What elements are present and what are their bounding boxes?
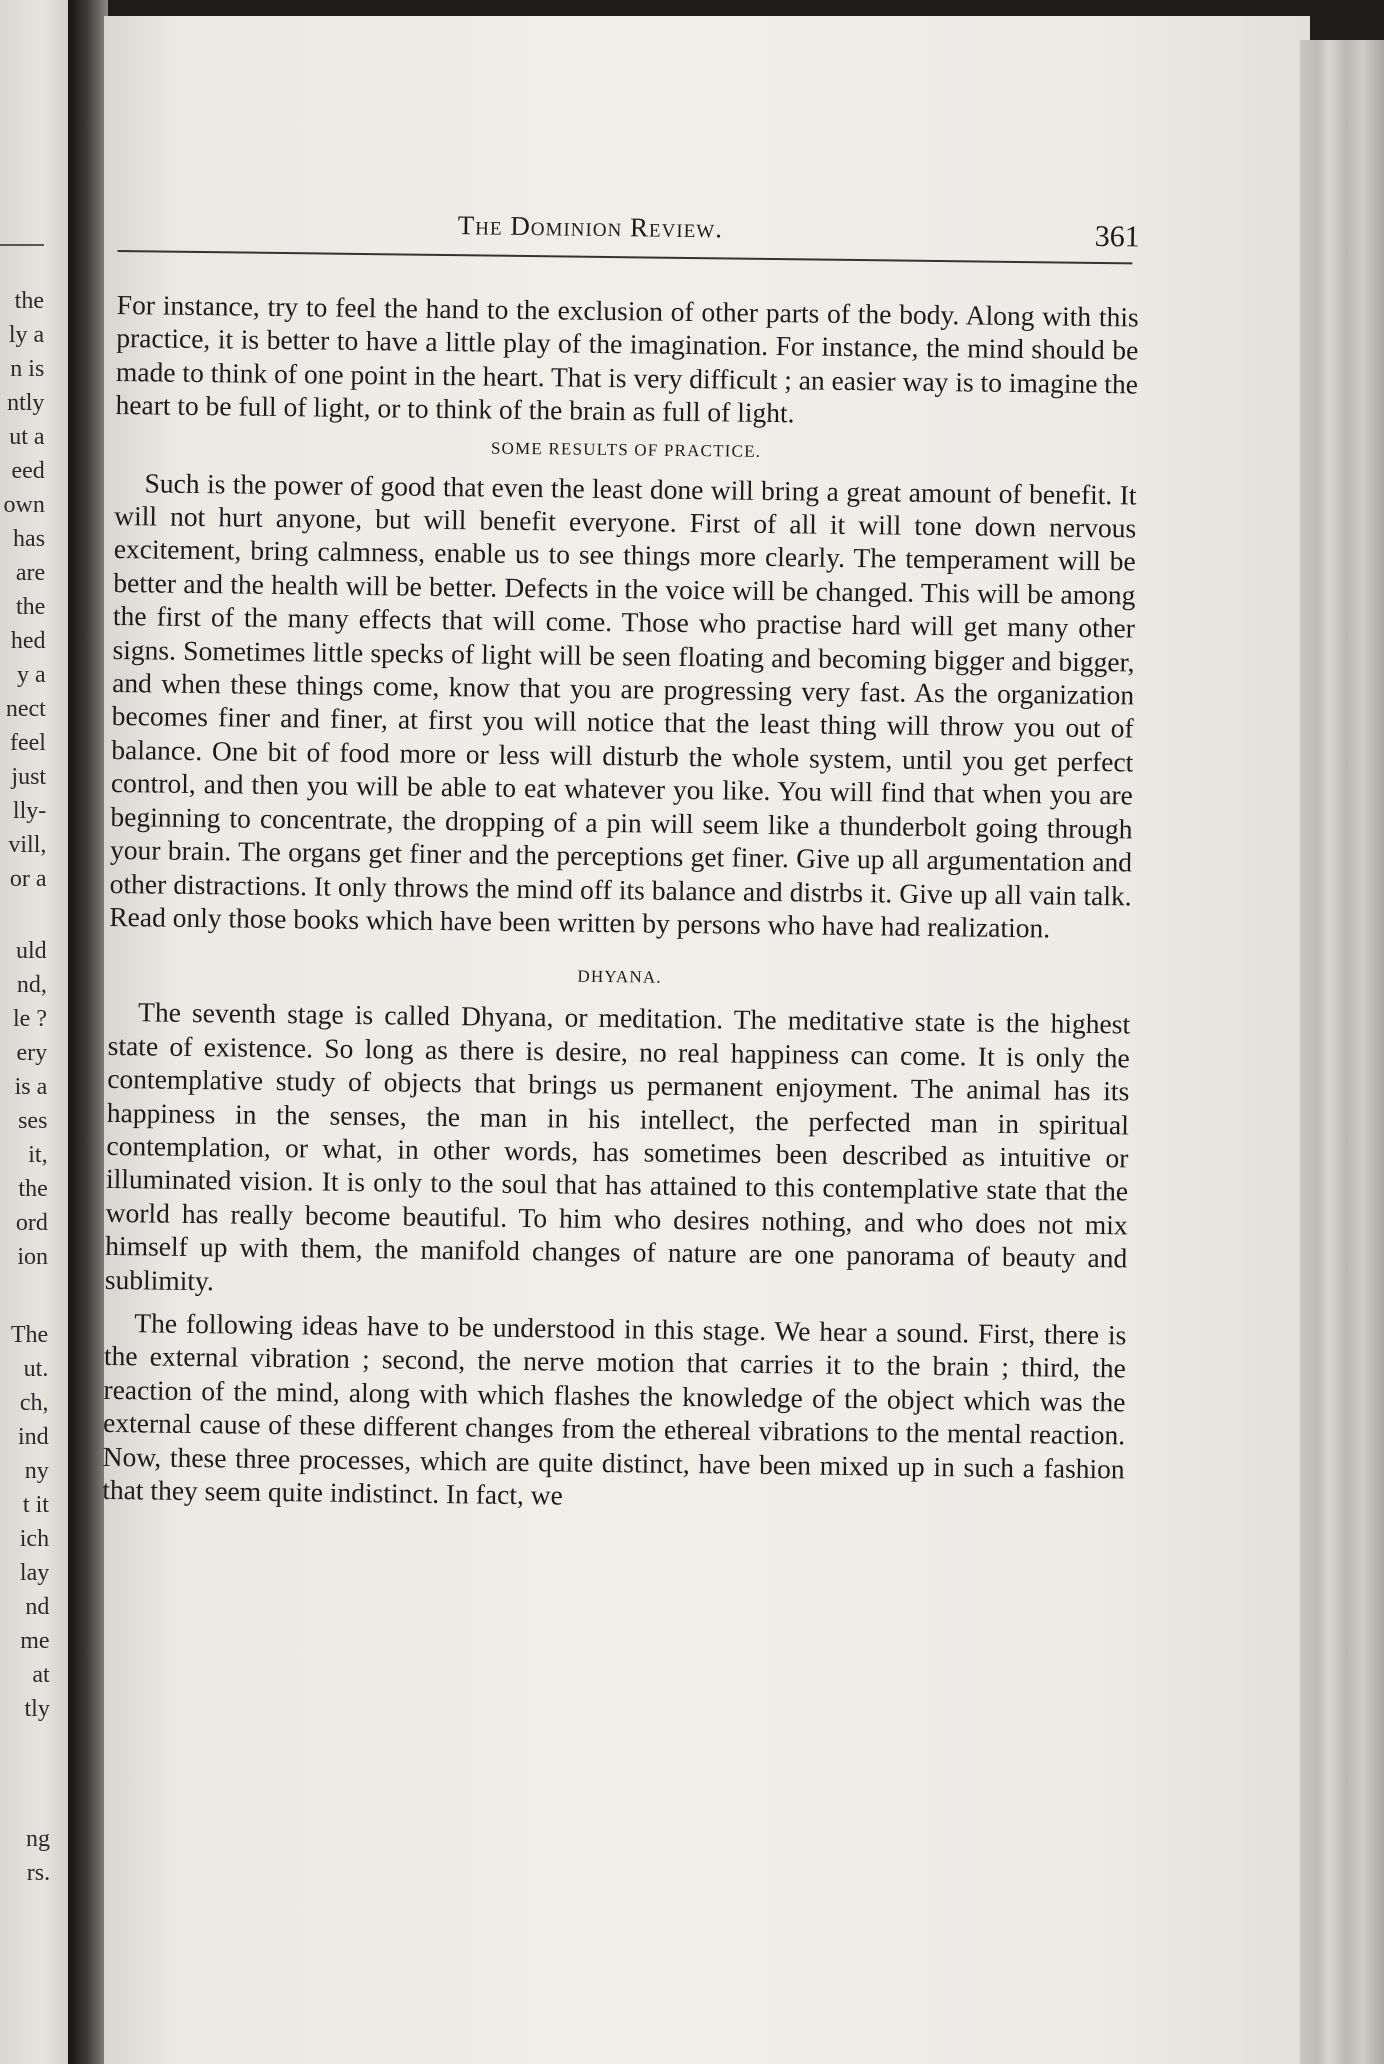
left-page-line-fragment: is a xyxy=(14,1074,48,1100)
left-page-line-fragment: ly a xyxy=(8,322,45,348)
left-page-line-fragment: at xyxy=(32,1662,50,1688)
section-heading-dhyana: DHYANA. xyxy=(577,966,662,988)
left-page-line-fragment: has xyxy=(13,526,46,552)
left-page-line-fragment: nd xyxy=(25,1594,50,1620)
page-content xyxy=(102,206,1140,1519)
left-page-line-fragment: ery xyxy=(16,1040,48,1066)
left-page-line-fragment: y a xyxy=(16,662,46,688)
left-page-line-fragment: ut a xyxy=(9,424,45,450)
left-page-line-fragment: ion xyxy=(17,1244,49,1270)
left-page-line-fragment: eed xyxy=(11,458,45,484)
running-head: The Dominion Review. xyxy=(457,210,724,244)
left-page-line-fragment: hed xyxy=(10,628,46,654)
left-page-line-fragment: ng xyxy=(26,1826,50,1852)
left-page-line-fragment: own xyxy=(3,492,45,518)
page-edges xyxy=(1300,40,1384,2064)
left-page-line-fragment: ntly xyxy=(7,390,45,416)
section-heading-results: SOME RESULTS OF PRACTICE. xyxy=(490,438,762,461)
left-page-rule xyxy=(0,244,44,246)
left-page-line-fragment: it, xyxy=(28,1142,48,1168)
left-page-line-fragment: the xyxy=(14,288,44,314)
left-page-line-fragment: are xyxy=(15,560,46,586)
left-page-line-fragment: lly- xyxy=(12,798,47,824)
left-page-line-fragment: feel xyxy=(9,730,46,756)
left-page-line-fragment: rs. xyxy=(26,1860,51,1886)
left-page-line-fragment: n is xyxy=(10,356,45,382)
left-page-line-fragment: lay xyxy=(19,1560,50,1586)
book-gutter xyxy=(68,0,108,2064)
left-page-line-fragment: ses xyxy=(18,1108,48,1134)
left-page-line-fragment: nect xyxy=(5,696,46,722)
paragraph-continued: For instance, try to feel the hand to the exclusion of other parts of the body. Along with this practice, it is better to have a little play of the imagination. For instance, the mind should be made to think of one point in the heart. That is very difficult ; an easier way is to imagine the heart to be full of light, or to think of the brain as full of light. xyxy=(115,288,1139,429)
left-page-line-fragment: t it xyxy=(22,1492,49,1518)
left-facing-page xyxy=(0,0,72,2064)
left-page-line-fragment: le ? xyxy=(13,1006,47,1032)
paragraph-dhyana: The seventh stage is called Dhyana, or meditation. The meditative state is the highest state of existence. So long as there is desire, no real happiness can come. It is only the contemplative study of objects that brings us permanent enjoyment. The animal has its happiness in the senses, the man in his intellect, the perfected man in spiritual contemplation, or what, in other words, has sometimes been described as intuitive or illuminated vision. It is only to the soul that has attained to this contemplative state that the world has really become beautiful. To him who desires nothing, and who does not mix himself up with them, the manifold changes of nature are one panorama of beauty and sublimity. xyxy=(104,996,1131,1296)
left-page-line-fragment: The xyxy=(10,1322,49,1348)
left-page-line-fragment: the xyxy=(18,1176,48,1202)
left-page-line-fragment: me xyxy=(20,1628,50,1654)
page-number: 361 xyxy=(1094,219,1140,254)
left-page-line-fragment: ny xyxy=(24,1458,49,1484)
left-page-line-fragment: tly xyxy=(24,1696,50,1722)
left-page-line-fragment: the xyxy=(16,594,46,620)
left-page-line-fragment: ich xyxy=(19,1526,50,1552)
left-page-line-fragment: vill, xyxy=(8,832,47,858)
left-page-line-fragment: ord xyxy=(15,1210,48,1236)
left-page-line-fragment: nd, xyxy=(16,972,47,998)
header-rule xyxy=(117,250,1132,264)
left-page-line-fragment: uld xyxy=(16,938,47,964)
left-page-line-fragment: ch, xyxy=(19,1390,49,1416)
left-page-line-fragment: just xyxy=(11,764,47,790)
body-text xyxy=(102,288,1139,1519)
left-page-line-fragment: or a xyxy=(9,866,47,892)
left-page-line-fragment: ind xyxy=(17,1424,49,1450)
paragraph-results: Such is the power of good that even the least done will bring a great amount of benefit. It will not hurt anyone, but will benefit everyone. First of all it will tone down nervous excitement, bring calmness, enable us to see things more clearly. The temperament will be better and the health will be better. Defects in the voice will be changed. This will be among the first of the many effects that will come. Those who practise hard will get many other signs. Sometimes little specks of light will be seen floating and becoming bigger and bigger, and when these things come, know that you are progressing very fast. As the organization becomes finer and finer, at first you will notice that the least thing will throw you out of balance. One bit of food more or less will disturb the whole system, until you get perfect control, and then you will be able to eat whatever you like. You will find that when you are beginning to concentrate, the dropping of a pin will seem like a thunderbolt going through your brain. The organs get finer and the perceptions get finer. Give up all argumentation and other distractions. It only throws the mind off its balance and distrbs it. Give up all vain talk. Read only those books which have been written by persons who have had realization. xyxy=(109,466,1137,944)
paragraph-stage-ideas: The following ideas have to be understood in this stage. We hear a sound. First, there is the external vibration ; second, the nerve motion that carries it to the brain ; third, the reaction of the mind, along with which flashes the knowledge of the object which was the external cause of these different changes from the ethereal vibrations to the mental reaction. Now, these three processes, which are quite distinct, have been mixed up in such a fashion that they seem quite indistinct. In fact, we xyxy=(102,1307,1127,1511)
left-page-line-fragment: ut. xyxy=(23,1356,49,1382)
